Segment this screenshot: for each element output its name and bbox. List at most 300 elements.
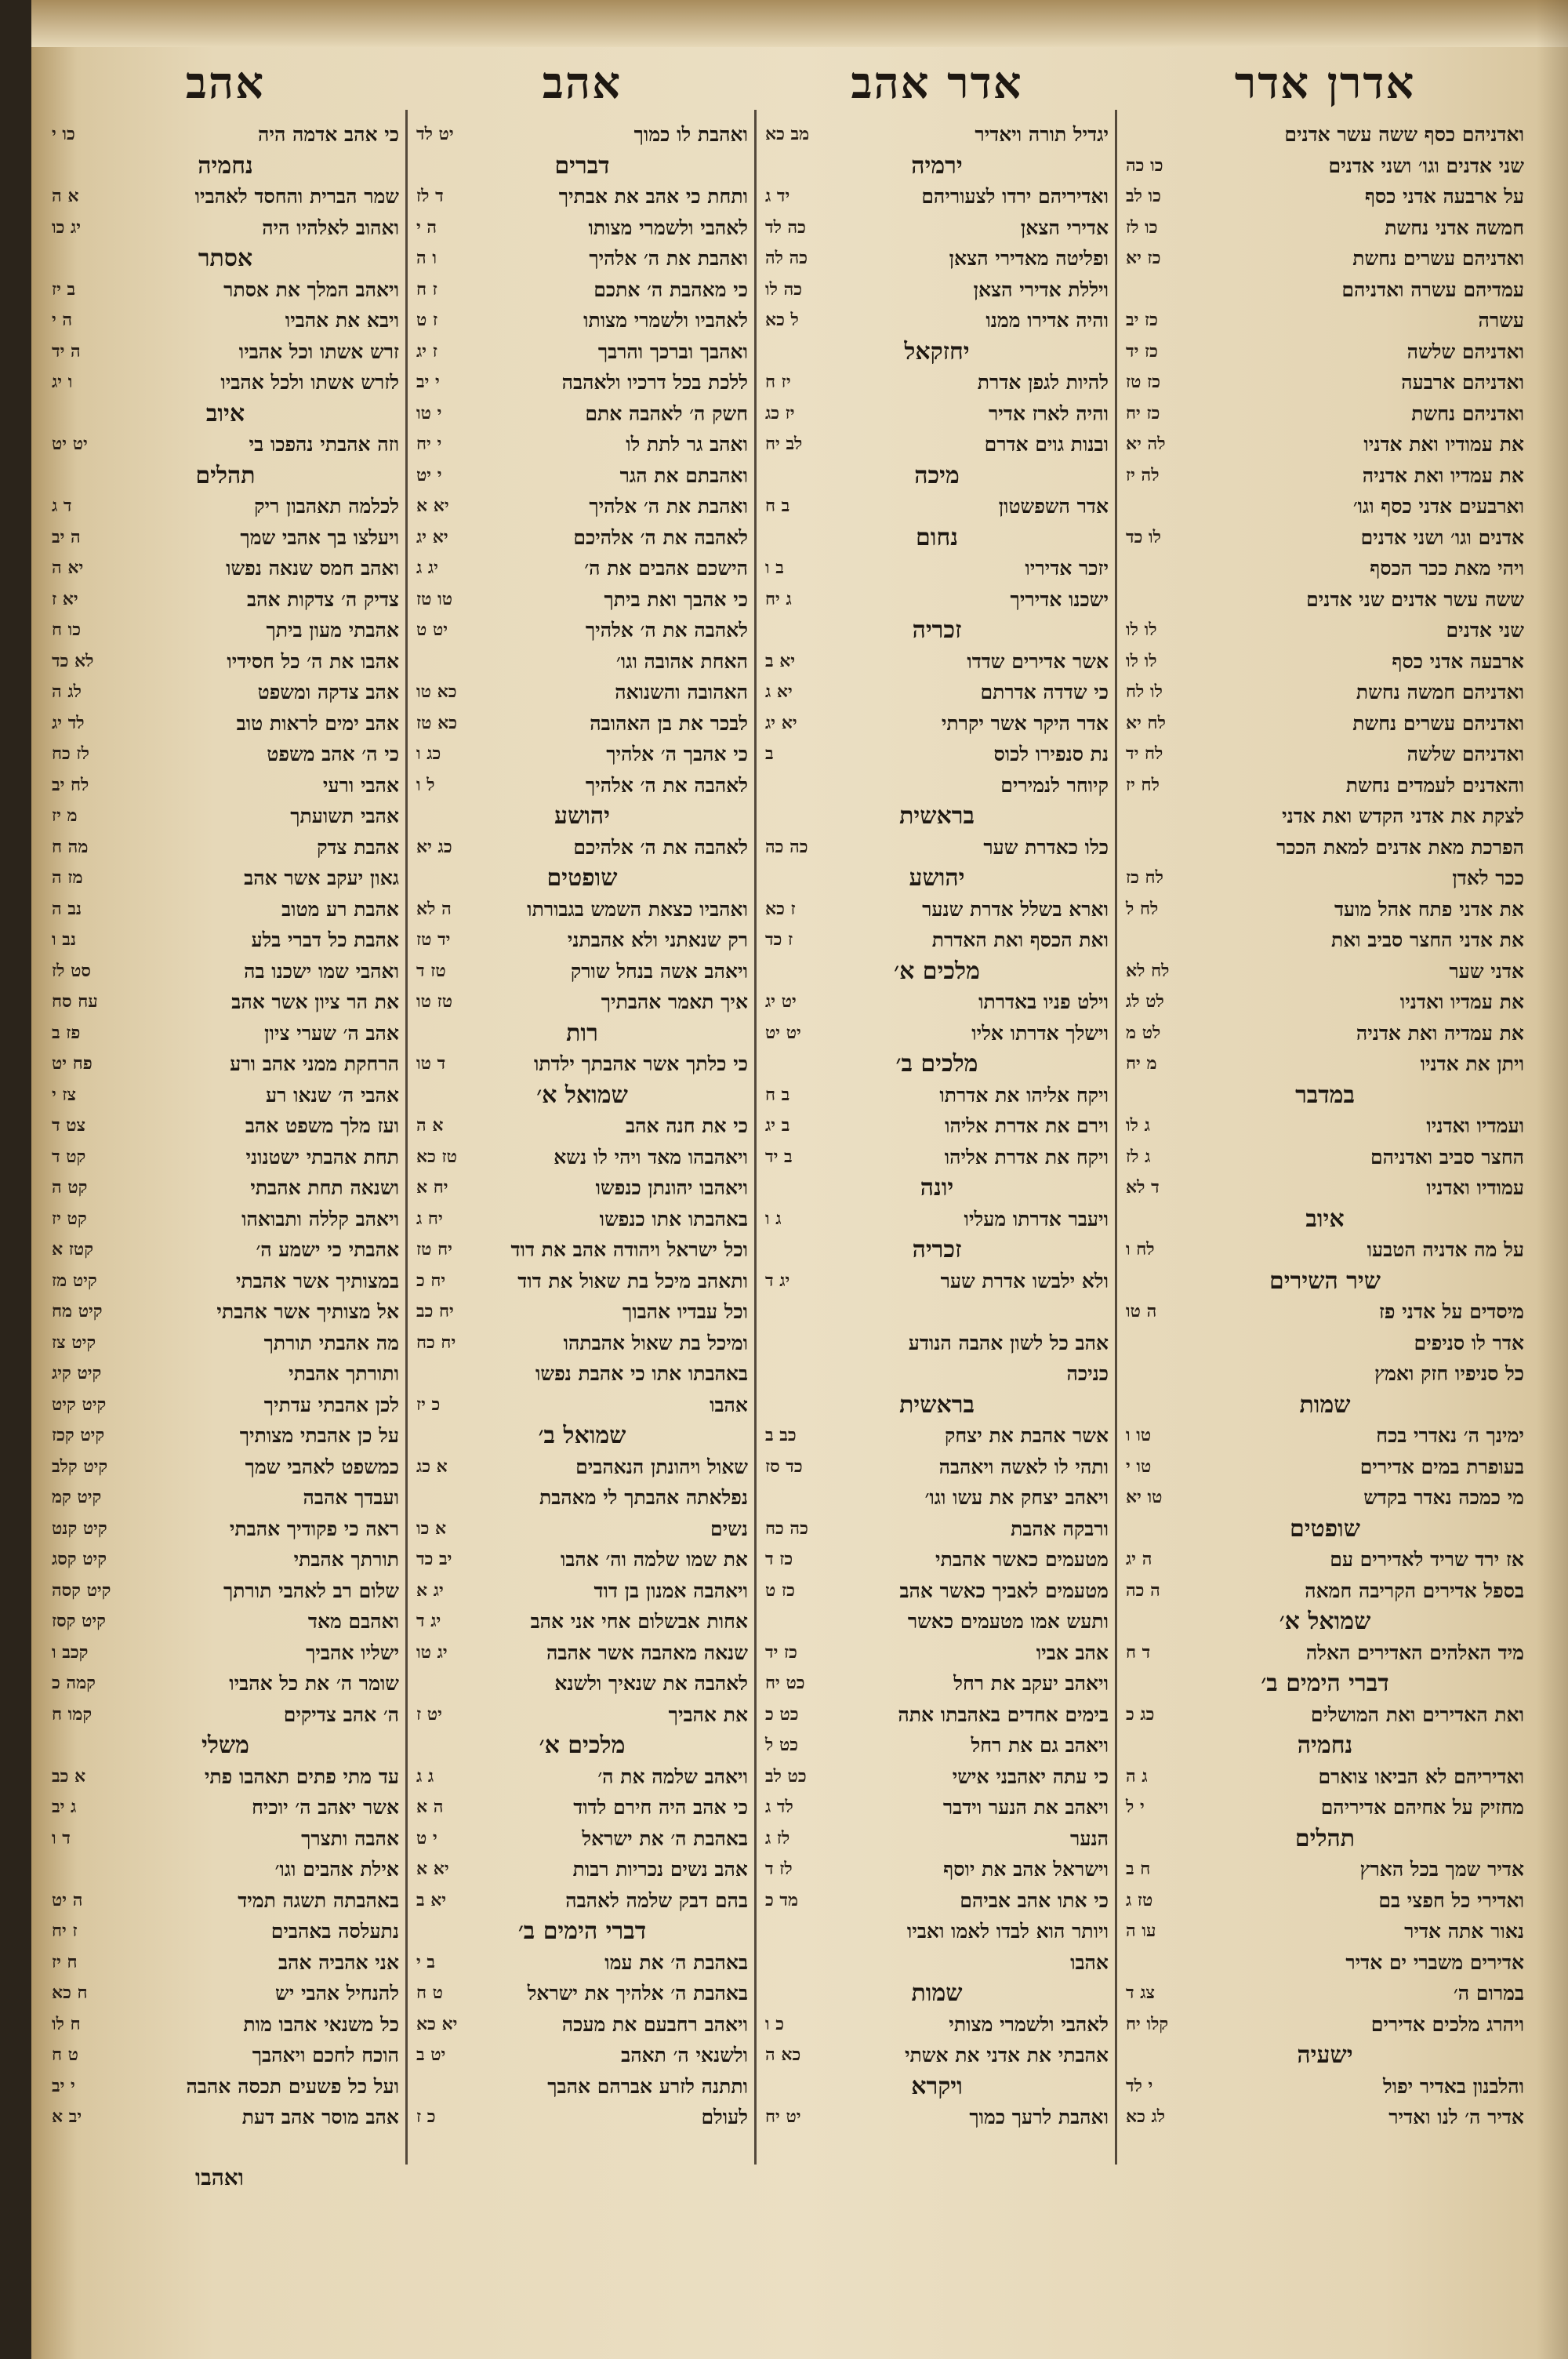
verse-text: כמשפט לאהבי שמך xyxy=(245,1455,399,1478)
concordance-entry xyxy=(1121,646,1529,678)
book-section-heading xyxy=(412,1420,753,1452)
verse-reference: טז ג xyxy=(1126,1889,1153,1910)
verse-reference: כו לז xyxy=(1126,216,1158,238)
book-section-heading xyxy=(1121,1204,1529,1235)
concordance-entry xyxy=(760,1792,1113,1823)
verse-text: וכל עבדיו אהבוך xyxy=(622,1300,748,1323)
verse-reference: ב יד xyxy=(765,1146,793,1167)
concordance-entry xyxy=(760,2040,1113,2071)
verse-reference: כו לב xyxy=(1126,186,1161,206)
verse-text: ואדניהם כסף ששה עשר אדנים xyxy=(1284,123,1524,146)
verse-text: מטעמים לאביך כאשר אהב xyxy=(899,1579,1109,1602)
concordance-entry xyxy=(760,1452,1113,1483)
verse-text: אז ירד שריד לאדירים עם xyxy=(1330,1548,1524,1571)
verse-text: ויהי מאת ככר הכסף xyxy=(1370,557,1524,580)
verse-reference: ה א xyxy=(416,1797,444,1817)
verse-text: אהבו את ה׳ כל חסידיו xyxy=(227,649,399,673)
verse-text: לאהבה את שנאיך ולשנא xyxy=(554,1672,748,1695)
concordance-entry xyxy=(760,1420,1113,1452)
book-section-heading xyxy=(412,1730,753,1761)
verse-text: מיסדים על אדני פז xyxy=(1378,1300,1524,1323)
concordance-entry xyxy=(47,491,404,522)
verse-reference: יג ד xyxy=(416,1611,441,1631)
verse-text: לצקת את אדני הקדש ואת אדני xyxy=(1282,805,1524,827)
verse-reference: לח יז xyxy=(1126,774,1160,795)
concordance-entry xyxy=(760,1637,1113,1669)
verse-text: מטעמים כאשר אהבתי xyxy=(935,1548,1109,1571)
concordance-entry xyxy=(47,832,404,863)
section-title: מלכים א׳ xyxy=(539,1732,626,1759)
section-title: איוב xyxy=(1305,1205,1345,1233)
concordance-entry xyxy=(1121,1792,1529,1823)
concordance-entry xyxy=(760,1328,1113,1359)
verse-text: ששה עשר אדנים שני אדנים xyxy=(1306,587,1524,611)
verse-reference: כה לו xyxy=(765,278,802,300)
verse-reference: ז יג xyxy=(416,340,437,362)
concordance-entry xyxy=(412,553,753,584)
verse-text: ואהבי שמו ישכנו בה xyxy=(244,959,399,983)
verse-text: ואהבם מאד xyxy=(307,1610,399,1633)
column-4-lines xyxy=(47,119,404,2133)
concordance-entry xyxy=(1121,1482,1529,1514)
verse-reference: כו י xyxy=(52,124,75,144)
verse-reference: קלו יח xyxy=(1126,2013,1169,2034)
concordance-entry xyxy=(412,1234,753,1266)
concordance-entry xyxy=(47,956,404,987)
verse-reference: י יט xyxy=(416,464,442,485)
verse-text: אדני שער xyxy=(1449,959,1524,983)
concordance-entry xyxy=(760,584,1113,616)
verse-reference: עו ה xyxy=(1126,1921,1156,1941)
verse-reference: מ יח xyxy=(1126,1053,1157,1074)
verse-reference: לח כז xyxy=(1126,867,1163,888)
verse-reference: ח ב xyxy=(1126,1859,1151,1879)
verse-reference: סט לז xyxy=(52,960,91,981)
verse-reference: יט ז xyxy=(416,1703,442,1725)
verse-text: ויאהב המלך את אסתר xyxy=(223,278,399,301)
verse-text: אהב צדקה ומשפט xyxy=(257,681,399,703)
concordance-entry xyxy=(47,925,404,956)
verse-reference: לח ל xyxy=(1126,898,1159,919)
verse-text: נשים xyxy=(710,1517,748,1540)
concordance-entry xyxy=(47,1142,404,1173)
concordance-entry xyxy=(47,1854,404,1885)
concordance-entry xyxy=(47,1172,404,1204)
verse-text: אהבת כל דברי בלע xyxy=(251,929,399,951)
verse-text: כי אהבך ה׳ אלהיך xyxy=(606,743,748,765)
section-title: נחום xyxy=(916,523,958,551)
book-section-heading xyxy=(1121,1668,1529,1699)
verse-reference: יא ז xyxy=(52,588,78,609)
concordance-entry xyxy=(47,213,404,244)
concordance-entry xyxy=(760,1823,1113,1855)
verse-reference: א כו xyxy=(416,1518,447,1539)
verse-reference: י יב xyxy=(52,2075,75,2096)
verse-text: את עמודיו ואת אדניו xyxy=(1363,433,1524,456)
verse-text: ותתנה לזרע אברהם אהבך xyxy=(547,2074,748,2098)
verse-text: ישליו אהביך xyxy=(306,1641,399,1664)
verse-text: הישכם אהבים את ה׳ xyxy=(584,557,748,580)
concordance-entry xyxy=(47,894,404,925)
concordance-entry xyxy=(412,1452,753,1483)
verse-text: החצר סביב ואדניהם xyxy=(1370,1145,1524,1169)
concordance-entry xyxy=(412,1266,753,1297)
verse-text: נת סנפירו לכוס xyxy=(993,743,1109,765)
verse-text: צדיק ה׳ צדקות אהב xyxy=(247,587,399,611)
book-section-heading xyxy=(760,956,1113,987)
verse-reference: יח כב xyxy=(416,1301,454,1321)
concordance-entry xyxy=(1121,1544,1529,1576)
verse-text: מה אהבתי תורתך xyxy=(263,1331,399,1354)
section-title: יהושע xyxy=(554,802,611,830)
verse-text: בהם דבק שלמה לאהבה xyxy=(565,1888,748,1912)
concordance-entry xyxy=(47,1699,404,1731)
verse-reference: צט ד xyxy=(52,1115,86,1136)
verse-reference: א כב xyxy=(52,1765,86,1787)
verse-text: וישלך אדרתו אליו xyxy=(971,1021,1109,1045)
verse-text: ועז מלך משפט אהב xyxy=(245,1114,399,1137)
verse-text: ככר לאדן xyxy=(1452,867,1524,889)
concordance-entry xyxy=(47,1296,404,1328)
section-title: יונה xyxy=(920,1174,954,1201)
verse-reference: כ ז xyxy=(416,2106,436,2127)
verse-reference: ה יד xyxy=(52,340,81,362)
verse-reference: יד ג xyxy=(765,186,790,206)
concordance-entry xyxy=(1121,925,1529,956)
concordance-entry xyxy=(412,708,753,740)
concordance-entry xyxy=(1121,553,1529,584)
concordance-entry xyxy=(1121,894,1529,925)
verse-reference: יג כו xyxy=(52,216,82,238)
verse-reference: כז ט xyxy=(765,1579,795,1601)
verse-text: כי ה׳ אהב משפט xyxy=(267,743,399,765)
column-2-lines xyxy=(760,119,1113,2133)
verse-text: שנאה מאהבה אשר אהבה xyxy=(546,1641,748,1664)
verse-reference: א ה xyxy=(416,1115,444,1136)
concordance-entry xyxy=(47,367,404,398)
section-title: שמואל א׳ xyxy=(536,1081,628,1109)
verse-text: ויבא את אהביו xyxy=(285,309,399,332)
verse-reference: קיט קסה xyxy=(52,1579,111,1601)
verse-text: קיוחר לנמירים xyxy=(1000,773,1109,797)
concordance-entry xyxy=(412,677,753,708)
verse-text: אשר יאהב ה׳ יוכיח xyxy=(252,1796,399,1819)
section-title: שופטים xyxy=(546,864,618,892)
concordance-entry xyxy=(1121,1018,1529,1049)
concordance-entry xyxy=(47,1482,404,1514)
verse-text: במצותיך אשר אהבתי xyxy=(235,1269,399,1292)
section-title: בראשית xyxy=(899,802,975,830)
verse-text: כניכה xyxy=(1066,1362,1109,1385)
verse-text: ואדניהם עשרים נחשת xyxy=(1352,247,1524,270)
verse-reference: יא ג xyxy=(765,682,793,702)
verse-reference: לד יג xyxy=(52,712,85,733)
verse-text: ואהבתם את הגר xyxy=(619,463,748,487)
concordance-entry xyxy=(1121,1916,1529,1947)
concordance-entry xyxy=(412,1328,753,1359)
verse-text: ויעלצו בך אהבי שמך xyxy=(240,525,399,549)
verse-reference: יג טו xyxy=(416,1641,448,1663)
verse-reference: לז ג xyxy=(765,1827,790,1848)
verse-text: ויקח אליהו את אדרתו xyxy=(939,1083,1109,1107)
verse-text: מחזיק על אחיהם אדיריהם xyxy=(1320,1796,1524,1819)
verse-text: ישכנו אדיריך xyxy=(1010,587,1109,611)
concordance-entry xyxy=(47,1049,404,1080)
verse-text: לבכר את בן האהובה xyxy=(590,711,748,735)
verse-text: את אדני פתח אהל מועד xyxy=(1334,897,1524,921)
verse-text: ואהבת לו כמוך xyxy=(633,123,748,146)
verse-text: כי את חנה אהב xyxy=(626,1114,748,1137)
verse-reference: יא יג xyxy=(416,526,448,547)
book-page xyxy=(31,0,1568,2359)
concordance-entry xyxy=(412,770,753,801)
verse-text: לאהבה את ה׳ אלהיכם xyxy=(573,835,748,859)
concordance-entry xyxy=(47,119,404,151)
verse-text: שלום רב לאהבי תורתך xyxy=(223,1579,399,1602)
verse-reference: ה כה xyxy=(1126,1579,1160,1601)
concordance-entry xyxy=(412,1142,753,1173)
concordance-entry xyxy=(47,708,404,740)
concordance-entry xyxy=(760,1514,1113,1545)
verse-reference: לח ו xyxy=(1126,1239,1155,1259)
verse-text: כלו כאדרת שער xyxy=(983,835,1109,859)
verse-text: כי אהב היה חירם לדוד xyxy=(573,1796,748,1819)
section-title: שמואל א׳ xyxy=(1279,1608,1371,1635)
verse-reference: ב ו xyxy=(765,558,784,578)
concordance-entry xyxy=(1121,2102,1529,2133)
verse-text: האהובה והשנואה xyxy=(615,681,748,703)
concordance-entry xyxy=(1121,2071,1529,2103)
book-section-heading xyxy=(1121,1730,1529,1761)
verse-text: ימינך ה׳ נאדרי בכח xyxy=(1376,1424,1524,1447)
verse-text: נפלאתה אהבתך לי מאהבת xyxy=(539,1486,748,1509)
verse-reference: ג ה xyxy=(1126,1765,1148,1787)
verse-reference: יח א xyxy=(416,1177,448,1198)
verse-reference: ב ח xyxy=(765,1084,790,1105)
concordance-entry xyxy=(1121,181,1529,213)
concordance-entry xyxy=(1121,987,1529,1018)
verse-reference: לב יח xyxy=(765,434,803,454)
verse-text: ויותר הוא לבדו לאמו ואביו xyxy=(906,1920,1109,1943)
verse-text: ויעבר אדרתו מעליו xyxy=(964,1207,1109,1230)
verse-reference: טו יא xyxy=(1126,1487,1163,1507)
verse-reference: ו יג xyxy=(52,372,73,392)
concordance-entry xyxy=(412,243,753,274)
verse-text: יגדיל תורה ויאדיר xyxy=(975,123,1109,146)
verse-text: אדיר שמך בכל הארץ xyxy=(1359,1858,1524,1881)
section-title: יחזקאל xyxy=(904,337,970,365)
concordance-entry xyxy=(1121,584,1529,616)
column-3-header: אהב xyxy=(542,57,622,109)
verse-text: אהבו xyxy=(710,1393,748,1416)
book-section-heading xyxy=(412,801,753,832)
verse-text: לאהבה את ה׳ אלהיך xyxy=(585,619,748,642)
verse-reference: לג ה xyxy=(52,682,82,702)
verse-text: אהבי תשועתך xyxy=(290,805,399,827)
concordance-entry xyxy=(760,305,1113,336)
verse-text: עד מתי פתים תאהבו פתי xyxy=(204,1765,399,1788)
verse-text: בימים אחדים באהבתו אתה xyxy=(898,1703,1109,1726)
concordance-entry xyxy=(412,1699,753,1731)
verse-reference: קיט מז xyxy=(52,1270,97,1291)
book-section-heading xyxy=(412,1080,753,1111)
concordance-entry xyxy=(1121,274,1529,306)
concordance-entry xyxy=(760,1916,1113,1947)
concordance-entry xyxy=(412,491,753,522)
verse-reference: יג ד xyxy=(765,1270,790,1291)
concordance-entry xyxy=(412,2040,753,2071)
verse-reference: טו י xyxy=(1126,1456,1152,1477)
concordance-entry xyxy=(47,1947,404,1979)
verse-reference: ג יב xyxy=(52,1797,77,1817)
concordance-entry xyxy=(760,832,1113,863)
verse-text: אדר היקר אשר יקרתי xyxy=(941,711,1109,735)
verse-reference: לח יב xyxy=(52,774,89,795)
column-3-lines xyxy=(412,119,753,2133)
verse-reference: לו לח xyxy=(1126,682,1163,702)
concordance-entry xyxy=(47,522,404,554)
book-section-heading xyxy=(1121,1390,1529,1421)
concordance-entry xyxy=(47,1358,404,1390)
verse-reference: כה לד xyxy=(765,216,806,238)
verse-text: אהבי ורעי xyxy=(322,773,399,797)
book-section-heading xyxy=(1121,1514,1529,1545)
section-title: רות xyxy=(566,1019,598,1047)
book-section-heading xyxy=(760,1172,1113,1204)
verse-reference: ב יז xyxy=(52,278,76,300)
verse-reference: ז ח xyxy=(416,278,437,300)
verse-reference: יא א xyxy=(416,1859,449,1879)
verse-text: נתעלסה באהבים xyxy=(270,1920,399,1943)
concordance-entry xyxy=(760,398,1113,430)
concordance-entry xyxy=(760,1080,1113,1111)
verse-text: לאהבה את ה׳ אלהיך xyxy=(585,773,748,797)
concordance-entry xyxy=(1121,1110,1529,1142)
verse-reference: לד ג xyxy=(765,1797,793,1817)
book-section-heading xyxy=(1121,1606,1529,1637)
verse-text: וכל ישראל ויהודה אהב את דוד xyxy=(510,1238,748,1261)
verse-reference: מה ח xyxy=(52,836,89,857)
concordance-entry xyxy=(760,2009,1113,2041)
verse-text: ואת הכסף ואת האדרת xyxy=(931,929,1109,951)
verse-reference: נב ו xyxy=(52,929,77,950)
verse-text: ויאהב גם את רחל xyxy=(971,1734,1109,1757)
concordance-entry xyxy=(412,584,753,616)
concordance-entry xyxy=(1121,956,1529,987)
verse-text: הוכח לחכם ויאהבך xyxy=(252,2044,399,2066)
verse-text: במרום ה׳ xyxy=(1453,1982,1524,2005)
verse-text: כי שדדה אדרתם xyxy=(980,681,1109,703)
concordance-entry xyxy=(760,1544,1113,1576)
verse-reference: יב כד xyxy=(416,1549,452,1569)
verse-reference: י ל xyxy=(1126,1797,1145,1817)
concordance-entry xyxy=(760,181,1113,213)
verse-text: ואהב גר לתת לו xyxy=(626,433,748,456)
verse-reference: יט יט xyxy=(765,1022,801,1043)
verse-reference: קיט קלב xyxy=(52,1456,108,1477)
verse-reference: י טו xyxy=(416,402,442,423)
concordance-entry xyxy=(1121,151,1529,182)
verse-text: אדיר ה׳ לנו ואדיר xyxy=(1388,2106,1524,2128)
verse-text: באהבתו אתו כנפשו xyxy=(599,1207,748,1230)
concordance-entry xyxy=(1121,491,1529,522)
book-section-heading xyxy=(1121,1266,1529,1297)
concordance-entry xyxy=(1121,1761,1529,1793)
verse-reference: ח לו xyxy=(52,2013,81,2034)
verse-reference: כז יא xyxy=(1126,248,1161,268)
concordance-entry xyxy=(1121,2009,1529,2041)
verse-reference: כו כה xyxy=(1126,154,1163,176)
verse-text: ואהב חמס שנאה נפשו xyxy=(226,557,399,580)
verse-text: אהבת צדק xyxy=(317,835,399,859)
verse-text: עמודיו ואדניו xyxy=(1426,1176,1524,1199)
concordance-entry xyxy=(1121,336,1529,368)
verse-reference: יט יג xyxy=(765,991,797,1012)
verse-reference: כז יד xyxy=(765,1641,797,1663)
concordance-entry xyxy=(760,1606,1113,1637)
verse-text: ועבדך אהבה xyxy=(303,1486,399,1509)
verse-text: ה׳ אהב צדיקים xyxy=(283,1703,399,1726)
verse-reference: קיט קיט xyxy=(52,1394,107,1415)
verse-reference: קיט קסז xyxy=(52,1611,106,1631)
verse-reference: י יח xyxy=(416,434,442,454)
concordance-entry xyxy=(760,119,1113,151)
page-edge-shadow xyxy=(1537,0,1568,2359)
verse-reference: לו לו xyxy=(1126,650,1157,671)
concordance-entry xyxy=(1121,213,1529,244)
book-section-heading xyxy=(760,1049,1113,1080)
verse-text: לאהבה את ה׳ אלהיכם xyxy=(573,525,748,549)
verse-text: אהב ה׳ שערי ציון xyxy=(264,1021,399,1045)
verse-reference: יא כא xyxy=(416,2013,458,2034)
verse-text: והיה לארז אדיר xyxy=(988,402,1109,425)
verse-reference: יח כח xyxy=(416,1332,456,1353)
concordance-entry xyxy=(760,677,1113,708)
verse-text: ויאהבו יהונתן כנפשו xyxy=(595,1176,748,1199)
verse-reference: יט ב xyxy=(416,2045,446,2065)
verse-text: אהבת רע מטוב xyxy=(281,897,399,921)
verse-reference: קיט צז xyxy=(52,1332,96,1353)
verse-text: מי כמכה נאדר בקדש xyxy=(1363,1486,1524,1509)
concordance-entry xyxy=(1121,367,1529,398)
verse-reference: נב ה xyxy=(52,898,82,919)
verse-text: ואהבת את ה׳ אלהיך xyxy=(589,495,748,518)
column-divider xyxy=(405,110,408,2165)
concordance-entry xyxy=(760,243,1113,274)
concordance-entry xyxy=(412,1049,753,1080)
verse-text: כי אהבך ואת ביתך xyxy=(604,587,748,611)
verse-text: וישראל אהב את יוסף xyxy=(943,1858,1109,1881)
book-section-heading xyxy=(412,151,753,182)
verse-reference: כא טו xyxy=(416,682,457,702)
verse-reference: לא כד xyxy=(52,650,94,671)
verse-text: ואהביו כצאת השמש בגבורתו xyxy=(527,897,748,921)
verse-reference: ד ח xyxy=(1126,1641,1151,1663)
verse-text: ואדניהם נחשת xyxy=(1411,402,1524,425)
verse-reference: ב xyxy=(765,743,774,764)
book-section-heading xyxy=(47,151,404,182)
verse-text: ותחת כי אהב את אבתיך xyxy=(558,185,748,208)
verse-text: אילת אהבים וגו׳ xyxy=(274,1858,399,1881)
column-4 xyxy=(47,47,404,2290)
verse-reference: יג ג xyxy=(416,558,438,578)
concordance-entry xyxy=(760,1761,1113,1793)
verse-reference: טז ד xyxy=(416,960,446,981)
verse-reference: ב י xyxy=(416,1951,436,1972)
book-section-heading xyxy=(760,801,1113,832)
verse-text: וארא בשלל אדרת שנער xyxy=(922,897,1109,921)
verse-text: ואת האדירים ואת המושלים xyxy=(1310,1703,1524,1726)
